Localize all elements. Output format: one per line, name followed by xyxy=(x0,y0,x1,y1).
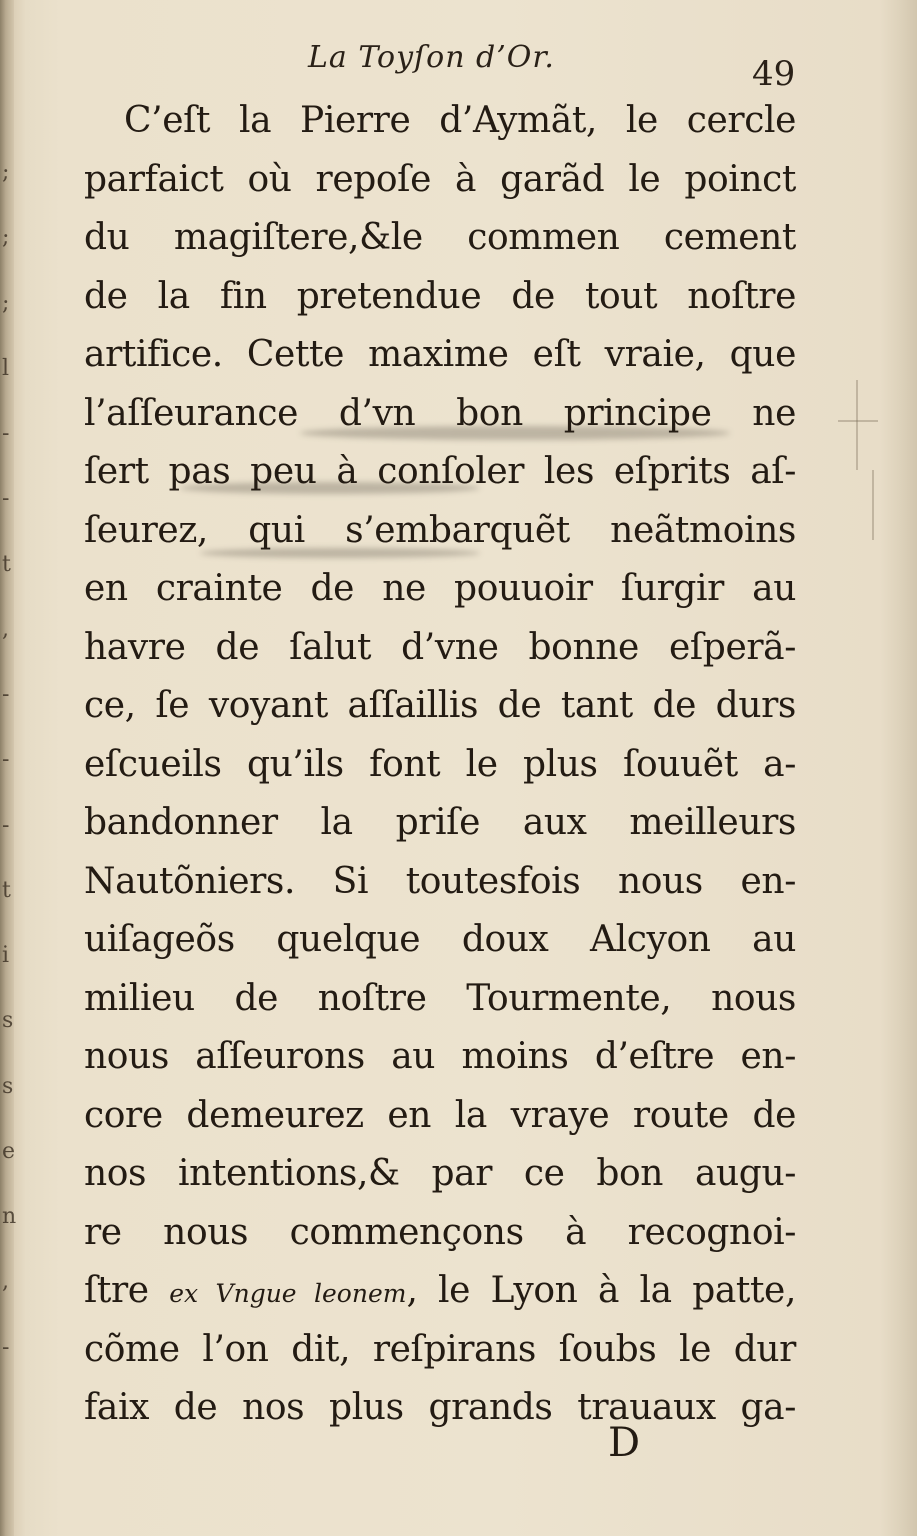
text-line: artifice. Cette maxime eſt vraie, que xyxy=(84,334,796,375)
text-fragment: ſtre xyxy=(84,1270,149,1311)
running-title: La Toyſon d’Or. xyxy=(308,40,555,75)
text-line: ſeurez, qui s’embarquẽt neãtmoins xyxy=(84,509,796,551)
text-line: eſcueils qu’ils font le plus ſouuẽt a- xyxy=(84,743,796,785)
bleed-char: s xyxy=(2,1074,14,1099)
text-line: parfaict où repoſe à garãd le poinct xyxy=(84,158,796,200)
body-text xyxy=(84,92,796,1438)
bleed-char: ; xyxy=(2,291,10,316)
text-fragment: , le Lyon à la patte, xyxy=(406,1270,796,1311)
bleed-char: , xyxy=(2,1269,9,1294)
text-line: milieu de noſtre Tourmente, nous xyxy=(84,977,796,1019)
text-line: nos intentions,& par ce bon augu- xyxy=(84,1153,796,1194)
text-line: du magiſtere,&le commen cement xyxy=(84,217,796,258)
text-line: havre de ſalut d’vne bonne eſperã- xyxy=(84,626,796,668)
bleed-char: i xyxy=(2,943,10,968)
bleed-char: , xyxy=(2,617,9,642)
margin-mark xyxy=(872,470,874,540)
bleed-char: - xyxy=(2,1335,10,1360)
text-line: ſert pas peu à conſoler les eſprits aſ- xyxy=(84,451,796,492)
bleed-char: t xyxy=(2,878,11,903)
margin-mark xyxy=(838,420,878,422)
latin-quote: ex Vngue leonem xyxy=(169,1279,407,1308)
bleed-char: ; xyxy=(2,160,10,185)
text-line: l’aſſeurance d’vn bon principe ne xyxy=(84,392,796,434)
margin-mark xyxy=(856,380,858,470)
text-line: re nous commençons à recognoi- xyxy=(84,1211,796,1253)
bleed-char: ; xyxy=(2,225,10,250)
text-line: Nautõniers. Si toutesfois nous en- xyxy=(84,860,796,902)
text-line: C’eſt la Pierre d’Aymãt, le cercle xyxy=(124,100,796,141)
bleed-char: n xyxy=(2,1204,17,1229)
text-line: bandonner la priſe aux meilleurs xyxy=(84,802,796,843)
text-line: cõme l’on dit, reſpirans ſoubs le dur xyxy=(84,1328,796,1370)
text-line: uiſageõs quelque doux Alcyon au xyxy=(84,919,796,960)
text-line: ce, ſe voyant aſſaillis de tant de durs xyxy=(84,685,796,726)
text-line: faix de nos plus grands trauaux ga- xyxy=(84,1387,796,1428)
bleed-char: e xyxy=(2,1139,16,1164)
bleed-char: - xyxy=(2,813,10,838)
bleed-char: l xyxy=(2,356,10,381)
bleed-char: t xyxy=(2,552,11,577)
bleed-char: - xyxy=(2,486,10,511)
page-number: 49 xyxy=(752,54,796,94)
text-line-latin xyxy=(84,1262,796,1321)
page-header xyxy=(0,38,917,94)
bleed-char: - xyxy=(2,682,10,707)
text-line: en crainte de ne pouuoir ſurgir au xyxy=(84,568,796,609)
text-line: de la fin pretendue de tout noſtre xyxy=(84,275,796,317)
bleed-char: - xyxy=(2,421,10,446)
bleed-char: - xyxy=(2,747,10,772)
text-line: nous aſſeurons au moins d’eſtre en- xyxy=(84,1036,796,1077)
signature-mark: D xyxy=(608,1420,641,1466)
text-line: core demeurez en la vraye route de xyxy=(84,1094,796,1136)
bleed-char: s xyxy=(2,1008,14,1033)
facing-page-bleed xyxy=(2,160,17,1460)
